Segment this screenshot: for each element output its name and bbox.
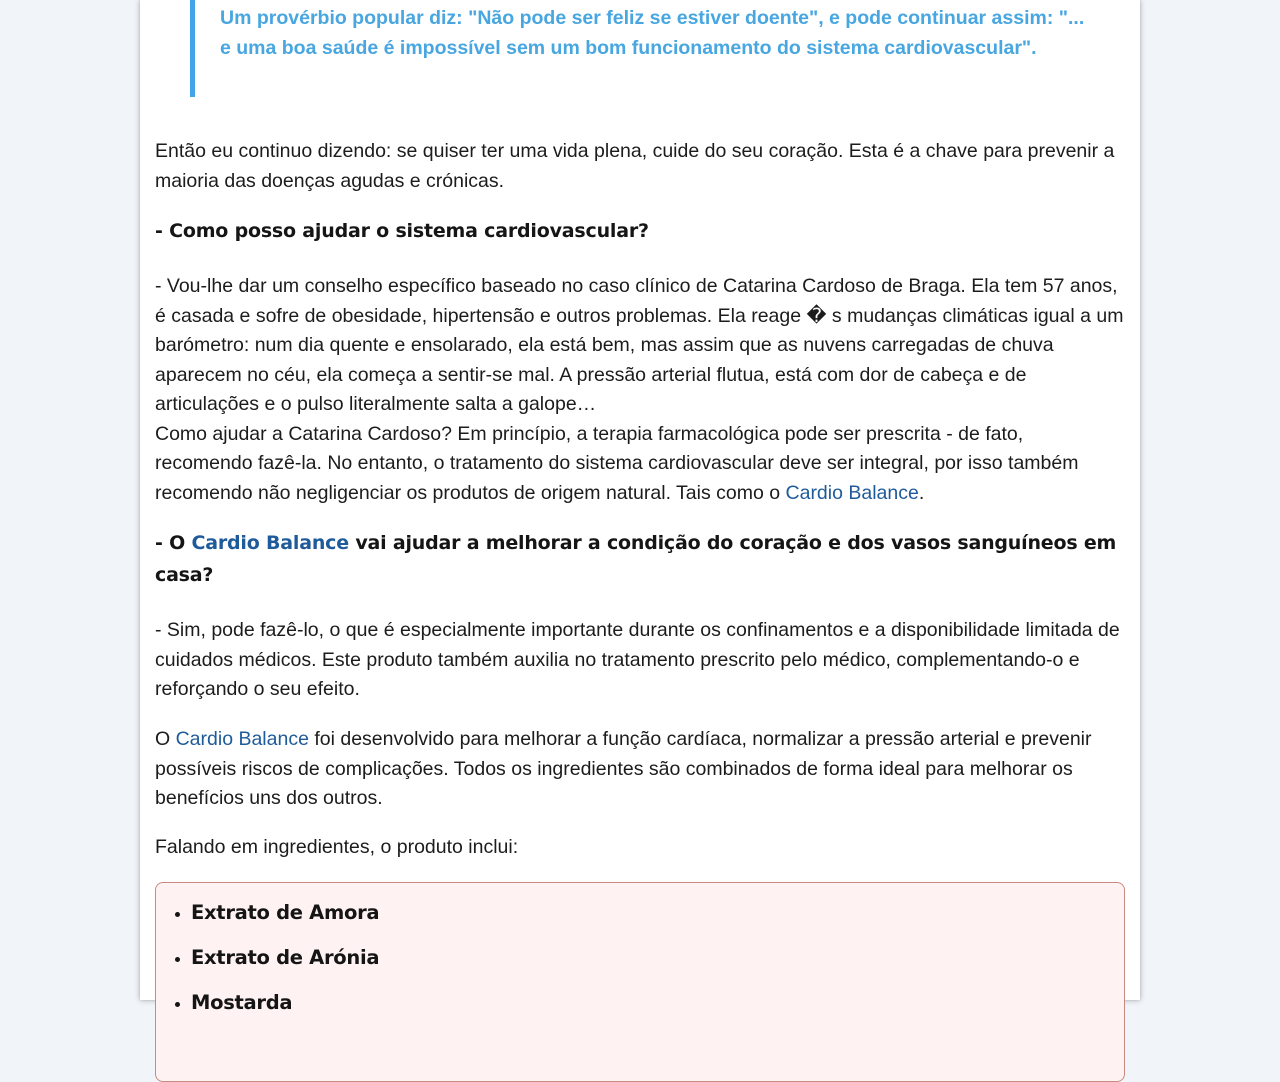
question-heading-2-prefix: - O (155, 532, 192, 554)
description-rest: foi desenvolvido para melhorar a função cardíaca, normalizar a pressão arterial e prevenir possíveis riscos de complicações. Todos os ingredientes são combinados de forma ideal para melhorar os benefícios uns dos outros. (155, 728, 1092, 809)
proverb-text: Um provérbio popular diz: "Não pode ser feliz se estiver doente", e pode continuar assim: "... e uma boa saúde é impossível sem um bom funcionamento do sistema cardiovascular". (220, 7, 1085, 59)
answer-paragraph-2 (155, 420, 1125, 509)
ingredients-intro: Falando em ingredientes, o produto inclui: (155, 836, 519, 858)
answer-block-1 (155, 272, 1125, 508)
answer-paragraph-2-text: Como ajudar a Catarina Cardoso? Em princípio, a terapia farmacológica pode ser prescrita - de fato, recomendo fazê-la. No entanto, o tratamento do sistema cardiovascular deve ser integral, por isso também recomendo não negligenciar os produtos de origem natural. Tais como o (155, 422, 1079, 504)
article-content (155, 0, 1125, 1014)
proverb-blockquote (190, 0, 1125, 97)
cardio-balance-link-1[interactable]: Cardio Balance (785, 481, 919, 504)
question-heading-2-rest: vai ajudar a melhorar a condição do coração e dos vasos sanguíneos em casa? (155, 532, 1117, 586)
cardio-balance-link-2[interactable]: Cardio Balance (191, 532, 349, 554)
ingredient-item: • Extrato de Arónia (191, 944, 1124, 971)
description-prefix: O (155, 728, 176, 750)
question-heading-1: - Como posso ajudar o sistema cardiovascular? (155, 220, 649, 242)
question-heading-2 (155, 527, 1125, 591)
ingredient-item: • Mostarda (191, 989, 1124, 1016)
ingredients-list (156, 883, 1124, 1016)
answer-paragraph-1: - Vou-lhe dar um conselho específico baseado no caso clínico de Catarina Cardoso de Braga. Ela tem 57 anos, é casada e sofre de obesidade, hipertensão e outros problemas. Ela reage � s mudanças climáticas igual a um barómetro: num dia quente e ensolarado, ela está bem, mas assim que as nuvens carregadas de chuva aparecem no céu, ela começa a sentir-se mal. A pressão arterial flutua, está com dor de cabeça e de articulações e o pulso literalmente salta a galope… (155, 275, 1124, 415)
answer-paragraph-3: - Sim, pode fazê-lo, o que é especialmente importante durante os confinamentos e a disponibilidade limitada de cuidados médicos. Este produto também auxilia no tratamento prescrito pelo médico, complementando-o e reforçando o seu efeito. (155, 619, 1120, 700)
intro-paragraph: Então eu continuo dizendo: se quiser ter uma vida plena, cuide do seu coração. Esta é a chave para prevenir a maioria das doenças agudas e crónicas. (155, 140, 1115, 192)
ingredient-item: • Extrato de Amora (191, 899, 1124, 926)
article-page (140, 0, 1140, 1014)
ingredients-box (155, 882, 1125, 1082)
cardio-balance-link-3[interactable]: Cardio Balance (175, 728, 309, 750)
description-paragraph (155, 725, 1125, 814)
answer-paragraph-2-end: . (918, 481, 925, 504)
